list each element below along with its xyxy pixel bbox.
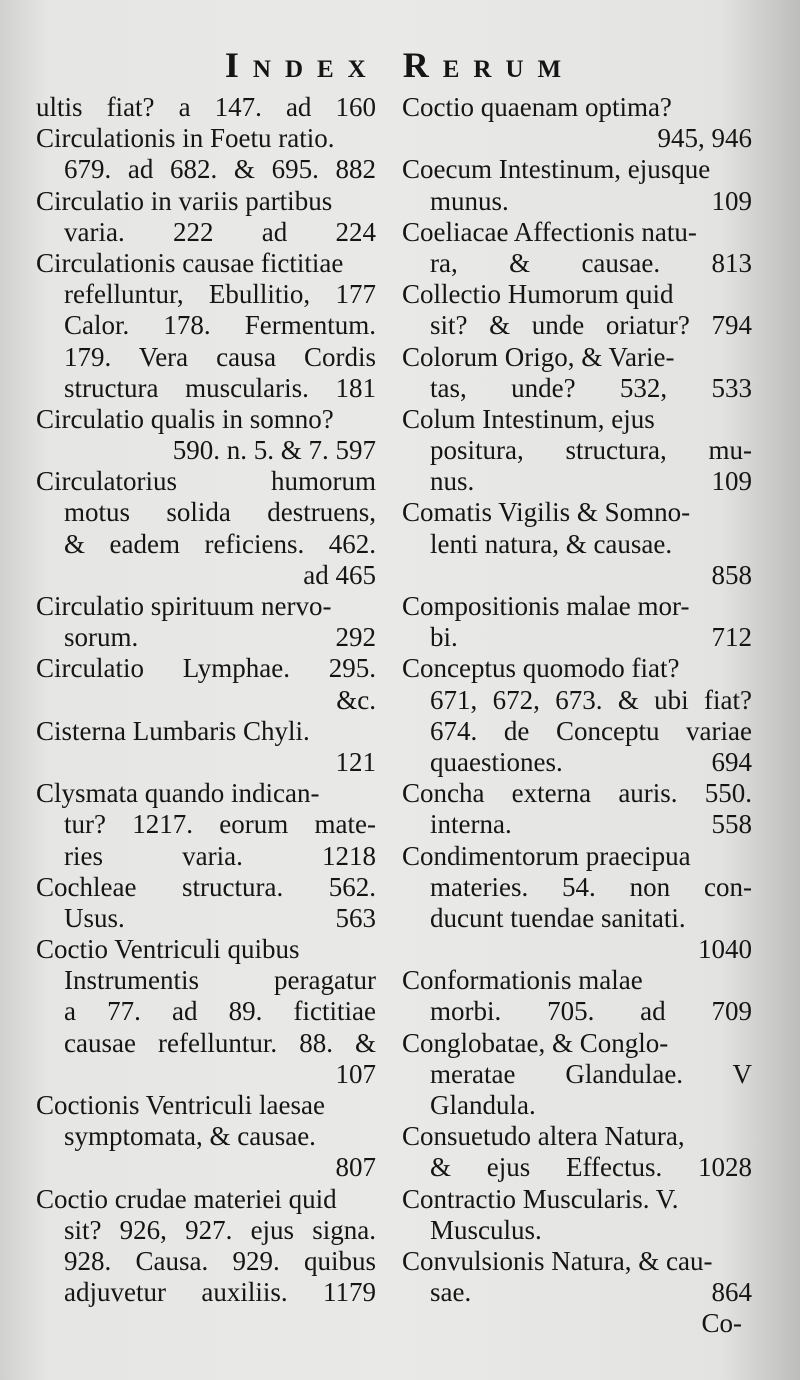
index-line: motus solida destruens, — [64, 497, 376, 528]
index-line: Circulatio in variis partibus — [36, 185, 333, 216]
index-line: Compositionis malae mor- — [402, 591, 690, 621]
index-line: structura muscularis. 181 — [64, 372, 376, 403]
index-line: tur? 1217. eorum mate- — [64, 809, 376, 840]
index-line: Convulsionis Natura, & cau- — [402, 1245, 713, 1276]
index-line: 179. Vera causa Cordis — [64, 341, 376, 372]
index-line: Circulatio qualis in somno? — [36, 403, 334, 434]
index-line: 928. Causa. 929. quibus — [64, 1245, 376, 1276]
index-line: Conglobatae, & Conglo- — [402, 1027, 669, 1058]
index-line: Condimentorum praecipua — [402, 840, 691, 871]
index-line: Clysmata quando indican- — [36, 778, 320, 809]
index-line: Musculus. — [430, 1214, 542, 1245]
index-line: nus. 109 — [430, 466, 752, 497]
index-line: causae refelluntur. 88. & — [64, 1027, 376, 1058]
index-line: 671, 672, 673. & ubi fiat? — [430, 684, 752, 715]
index-line: Glandula. — [430, 1090, 536, 1120]
index-line: 107 — [335, 1058, 376, 1089]
index-line: Instrumentis peragatur — [64, 965, 376, 996]
index-line: Coctio crudae materiei quid — [36, 1183, 337, 1214]
catchword: Co- — [701, 1308, 742, 1338]
index-line: ries varia. 1218 — [64, 840, 376, 871]
index-line: Circulatorius humorum — [36, 466, 376, 497]
index-line: Coeliacae Affectionis natu- — [402, 216, 697, 247]
index-line: Circulatio Lymphae. 295. — [36, 653, 376, 684]
index-line: 807 — [335, 1152, 376, 1183]
index-line: &c. — [336, 684, 376, 715]
index-line: interna. 558 — [430, 809, 752, 840]
index-line: Circulationis causae fictitiae — [36, 247, 344, 278]
index-line: adjuvetur auxiliis. 1179 — [64, 1277, 376, 1308]
index-line: meratae Glandulae. V — [430, 1058, 752, 1089]
index-line: 674. de Conceptu variae — [430, 715, 752, 746]
index-line: ducunt tuendae sanitati. — [430, 902, 686, 933]
index-line: 590. n. 5. & 7. 597 — [172, 435, 376, 466]
index-line: a 77. ad 89. fictitiae — [64, 996, 376, 1027]
index-line: symptomata, & causae. — [64, 1121, 316, 1152]
index-line: Circulationis in Foetu ratio. — [36, 123, 335, 154]
index-line: & ejus Effectus. 1028 — [430, 1152, 752, 1183]
index-line: bi. 712 — [430, 622, 752, 653]
index-line: Comatis Vigilis & Somno- — [402, 497, 691, 528]
index-line: varia. 222 ad 224 — [64, 216, 376, 247]
index-line: ultis fiat? a 147. ad 160 — [36, 92, 376, 122]
index-line: refelluntur, Ebullitio, 177 — [64, 279, 376, 310]
index-line: sorum. 292 — [64, 622, 376, 653]
index-line: Coctio Ventriculi quibus — [36, 934, 300, 965]
index-line: Colorum Origo, & Varie- — [402, 341, 675, 372]
index-line: lenti natura, & causae. — [430, 528, 673, 559]
index-line: Collectio Humorum quid — [402, 279, 674, 310]
index-line: Coctionis Ventriculi laesae — [36, 1090, 325, 1120]
index-line: & eadem reficiens. 462. — [64, 528, 376, 559]
index-line: ad 465 — [303, 559, 376, 590]
index-line: ra, & causae. 813 — [430, 247, 752, 278]
index-line: 945, 946 — [657, 123, 752, 154]
index-line: Usus. 563 — [64, 902, 376, 933]
index-line: 679. ad 682. & 695. 882 — [64, 154, 376, 185]
index-line: Cochleae structura. 562. — [36, 871, 376, 902]
index-line: Consuetudo altera Natura, — [402, 1121, 685, 1152]
index-column-left — [36, 92, 376, 1308]
index-line: quaestiones. 694 — [430, 746, 752, 777]
index-line: Contractio Muscularis. V. — [402, 1183, 679, 1214]
index-line: Circulatio spirituum nervo- — [36, 591, 332, 621]
index-line: Calor. 178. Fermentum. — [64, 310, 376, 341]
index-line: Coecum Intestinum, ejusque — [402, 154, 711, 185]
index-line: Colum Intestinum, ejus — [402, 403, 655, 434]
index-line: munus. 109 — [430, 185, 752, 216]
index-line: Conformationis malae — [402, 965, 643, 996]
index-line: sit? & unde oriatur? 794 — [430, 310, 752, 341]
index-column-right — [402, 92, 752, 1308]
index-line: Cisterna Lumbaris Chyli. — [36, 715, 310, 746]
index-line: 121 — [335, 746, 376, 777]
index-line: sit? 926, 927. ejus signa. — [64, 1214, 376, 1245]
running-head: Index Rerum — [224, 45, 576, 85]
index-line: morbi. 705. ad 709 — [430, 996, 752, 1027]
index-line: 1040 — [698, 934, 752, 965]
index-line: Conceptus quomodo fiat? — [402, 653, 680, 684]
index-line: tas, unde? 532, 533 — [430, 372, 752, 403]
index-line: Coctio quaenam optima? — [402, 92, 672, 122]
index-line: 858 — [711, 559, 752, 590]
index-line: positura, structura, mu- — [430, 435, 752, 466]
index-line: Concha externa auris. 550. — [402, 778, 752, 809]
index-line: sae. 864 — [430, 1277, 752, 1308]
index-line: materies. 54. non con- — [430, 871, 752, 902]
